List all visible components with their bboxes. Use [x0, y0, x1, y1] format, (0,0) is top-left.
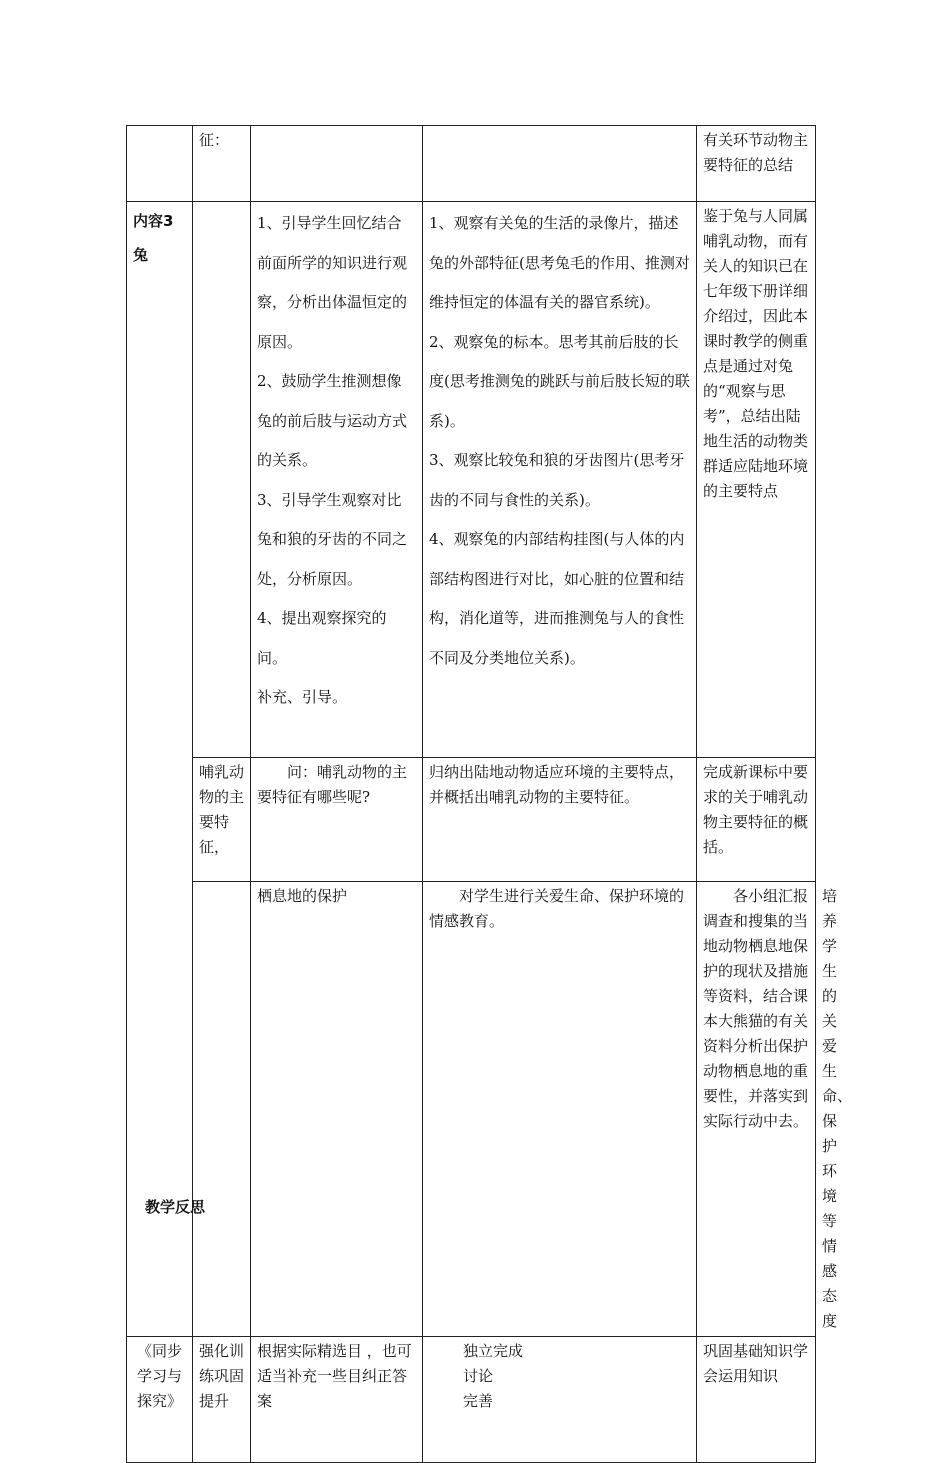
teacher-activity-cell — [251, 126, 423, 202]
topic-cell: 栖息地的保护 — [251, 882, 423, 1337]
section-cell — [193, 882, 251, 1337]
design-intent-cell: 鉴于兔与人同属哺乳动物，而有关人的知识已在七年级下册详细介绍过，因此本课时教学的侧重点是通过对兔的“观察与思考”，总结出陆地生活的动物类群适应陆地环境的主要特点 — [697, 202, 816, 758]
teacher-activity-cell: 问：哺乳动物的主要特征有哪些呢? — [251, 758, 423, 882]
section-cell: 内容3 兔 — [127, 202, 193, 1337]
student-activity-cell: 归纳出陆地动物适应环境的主要特点，并概括出哺乳动物的主要特征。 — [423, 758, 697, 882]
table-row — [127, 1337, 816, 1463]
table-row — [127, 758, 816, 882]
section-cell: 《同步学习与探究》 — [127, 1337, 193, 1463]
section-cell — [127, 126, 193, 202]
topic-cell: 哺乳动物的主要特征， — [193, 758, 251, 882]
table-row: 栖息地的保护 对学生进行关爱生命、保护环境的情感教育。 各小组汇报调查和搜集的当地动物栖息地保护的现状及措施等资料，结合课本大熊猫的有关资料分析出保护动物栖息地的重要性，并落实到实际行动中去。 培养学生的关爱生命、保护环境等情感态度 — [127, 882, 816, 1337]
topic-cell — [193, 202, 251, 758]
topic-cell: 征： — [193, 126, 251, 202]
teacher-activity-cell: 根据实际精选目 ，也可适当补充一些目纠正答案 — [251, 1337, 423, 1463]
design-intent-cell: 巩固基础知识学会运用知识 — [697, 1337, 816, 1463]
teacher-activity-cell: 对学生进行关爱生命、保护环境的情感教育。 — [423, 882, 697, 1337]
teaching-reflection-heading: 教学反思 — [145, 1198, 206, 1216]
teacher-activity-cell: 1、引导学生回忆结合前面所学的知识进行观察，分析出体温恒定的原因。 2、鼓励学生推测想像兔的前后肢与运动方式的关系。 3、引导学生观察对比兔和狼的牙齿的不同之处，分析原因。 4、提出观察探究的问。 补充、引导。 — [251, 202, 423, 758]
design-intent-cell: 有关环节动物主要特征的总结 — [697, 126, 816, 202]
design-intent-cell: 完成新课标中要求的关于哺乳动物主要特征的概括。 — [697, 758, 816, 882]
topic-cell: 强化训练巩固提升 — [193, 1337, 251, 1463]
lesson-plan-table — [126, 125, 853, 1463]
student-activity-cell: 1、观察有关兔的生活的录像片，描述兔的外部特征(思考兔毛的作用、推测对维持恒定的体温有关的器官系统)。 2、观察兔的标本。思考其前后肢的长度(思考推测兔的跳跃与前后肢长短的联系)。 3、观察比较兔和狼的牙齿图片(思考牙齿的不同与食性的关系)。 4、观察兔的内部结构挂图(与人体的内部结构图进行对比，如心脏的位置和结构，消化道等，进而推测兔与人的食性不同及分类地位关系)。 — [423, 202, 697, 758]
student-activity-cell — [423, 126, 697, 202]
student-activity-cell: 各小组汇报调查和搜集的当地动物栖息地保护的现状及措施等资料，结合课本大熊猫的有关资料分析出保护动物栖息地的重要性，并落实到实际行动中去。 — [697, 882, 816, 1337]
student-activity-cell: 独立完成 讨论 完善 — [423, 1337, 697, 1463]
table-row — [127, 202, 816, 758]
table-row — [127, 126, 816, 202]
